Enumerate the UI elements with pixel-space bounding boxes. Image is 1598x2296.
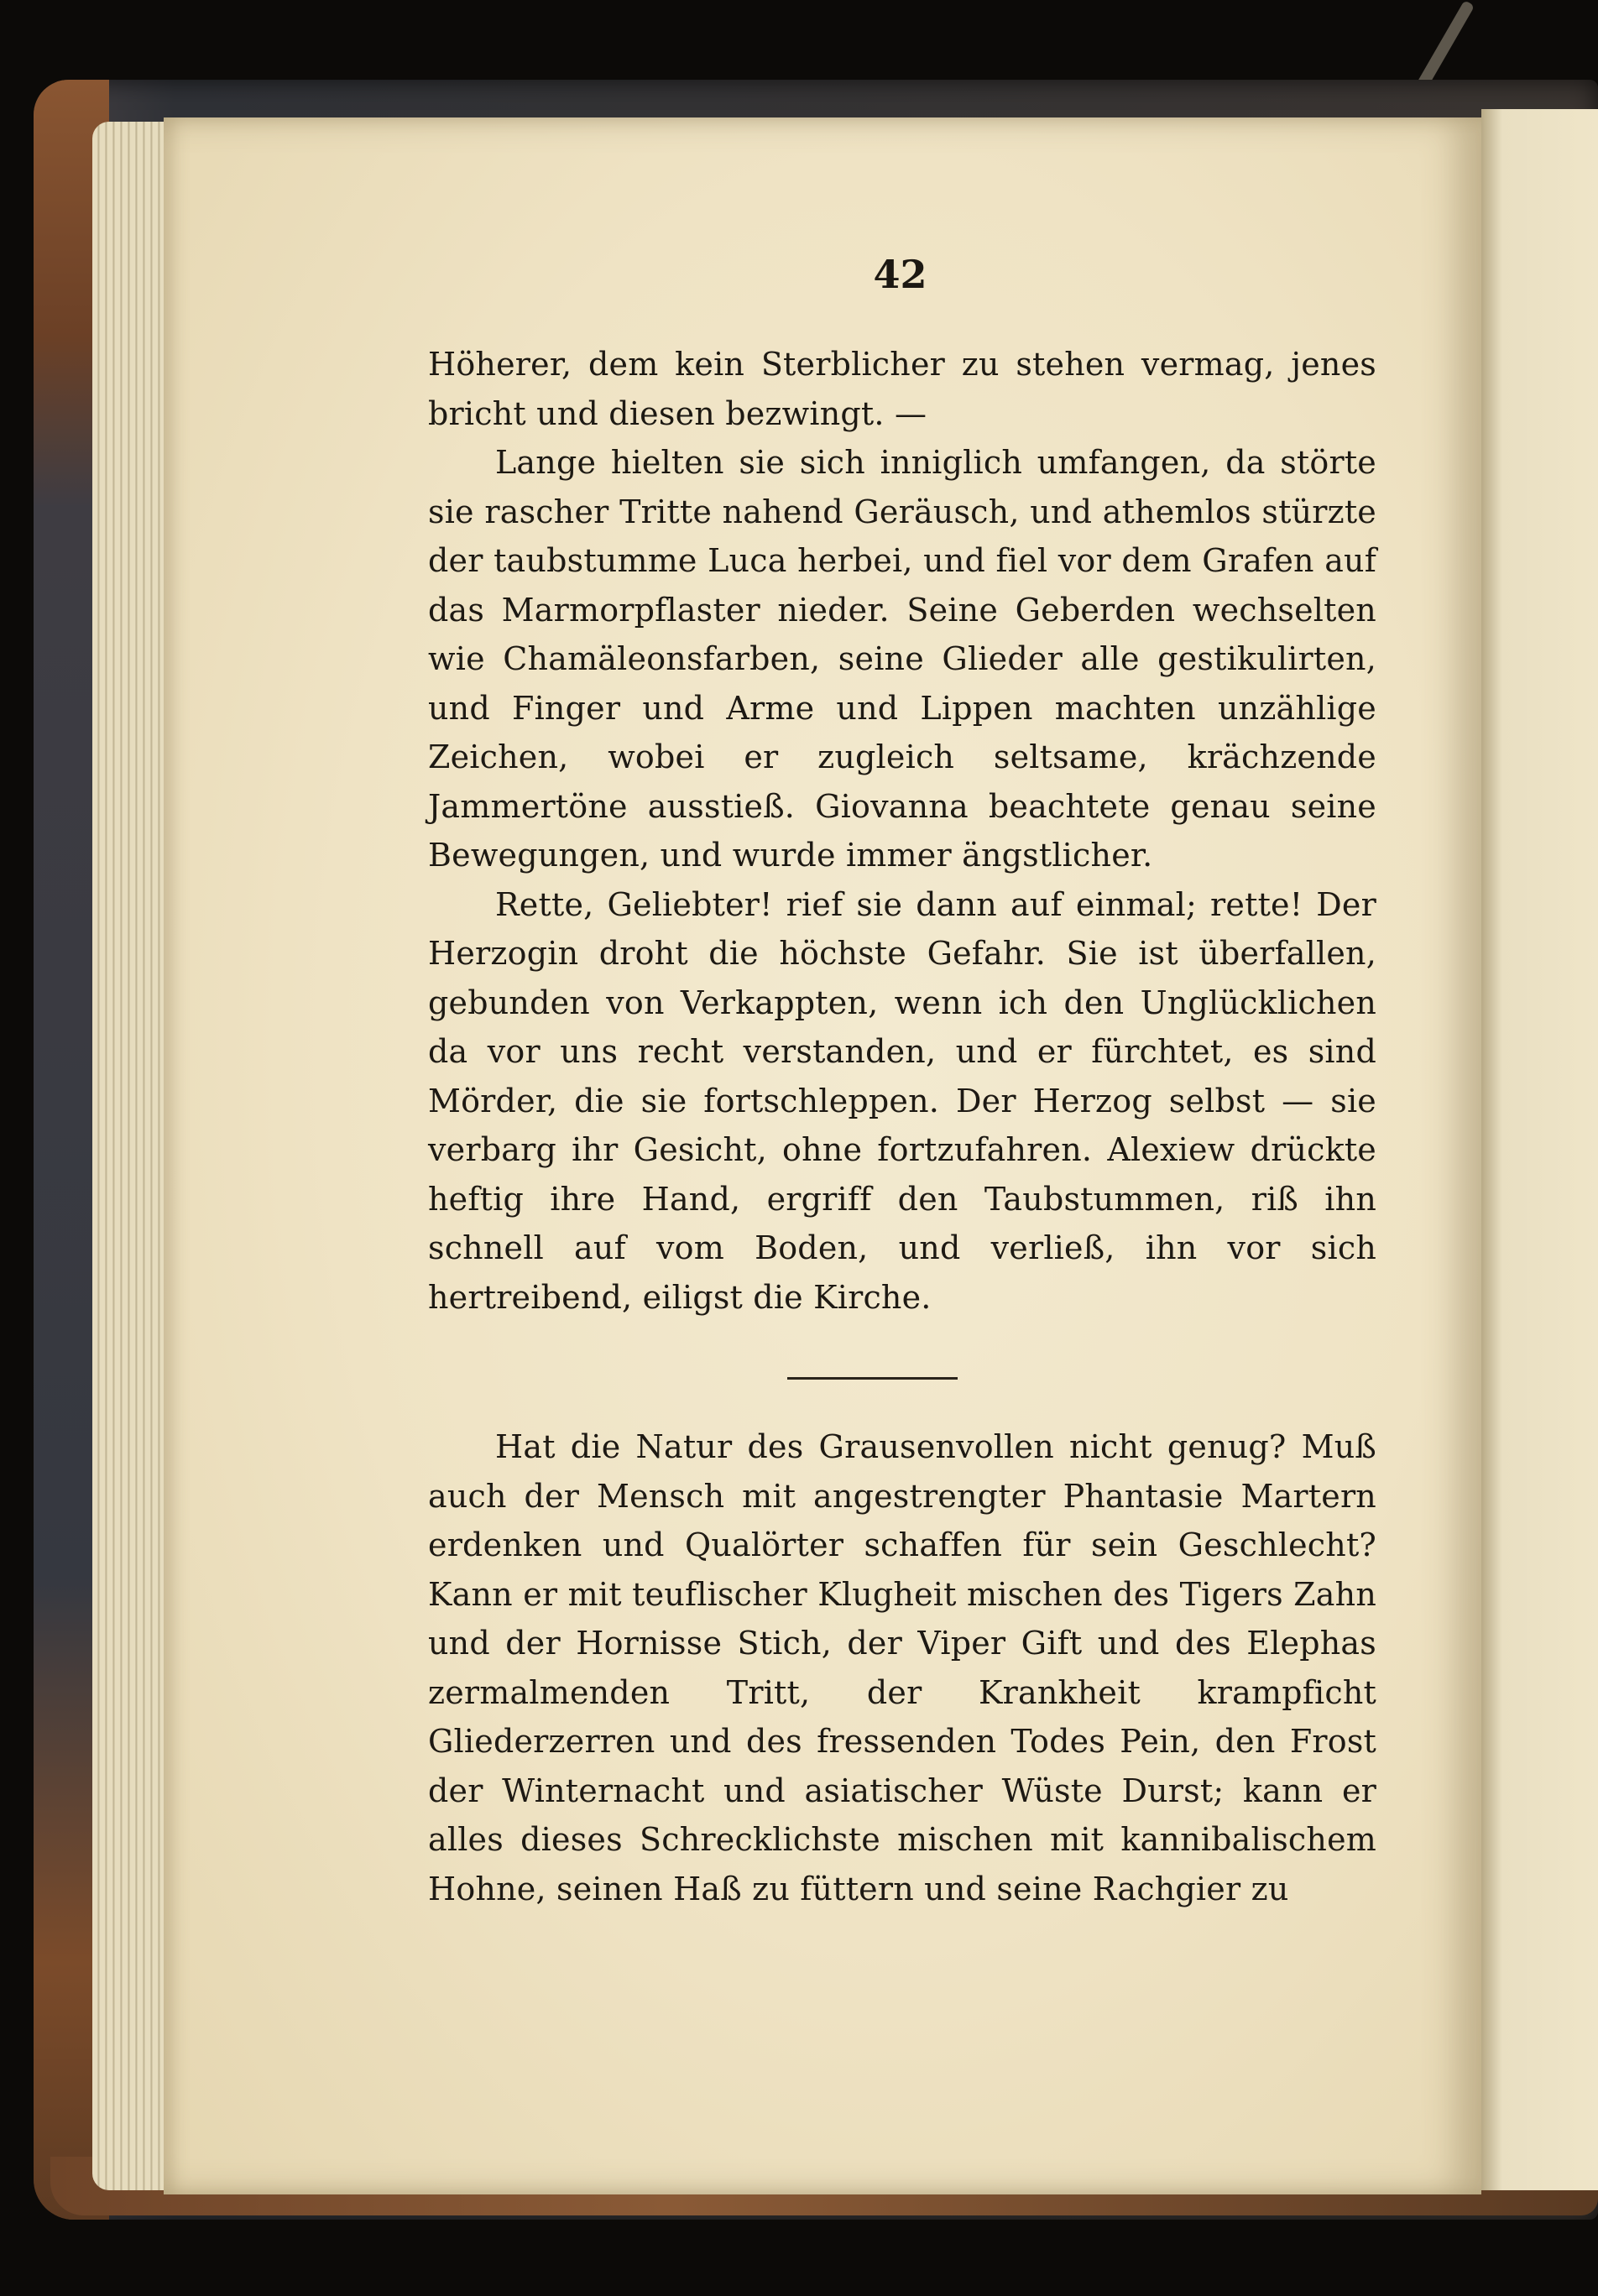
paragraph: Höherer, dem kein Sterblicher zu stehen vermag, jenes bricht und diesen bezwingt. — [428,346,1376,432]
paragraph: Rette, Geliebter! rief sie dann auf einmal; rette! Der Herzogin droht die höchste Gefahr. Sie ist überfallen, gebunden von Verkappten, wenn ich den Unglücklichen da vor uns recht verstanden, und er fürchtet, es sind Mörder, die sie fortschleppen. Der Herzog selbst — sie verbarg ihr Gesicht, ohne fortzufahren. Alexiew drückte heftig ihre Hand, ergriff den Taubstummen, riß ihn schnell auf vom Boden, und verließ, ihn vor sich hertreibend, eiligst die Kirche. [428,885,1376,1316]
paragraph: Lange hielten sie sich inniglich umfangen, da störte sie rascher Tritte nahend Geräusch, und athemlos stürzte der taubstumme Luca herbei, und fiel vor dem Grafen auf das Marmorpflaster nieder. Seine Geberden wechselten wie Chamäleonsfarben, seine Glieder alle gestikulirten, und Finger und Arme und Lippen machten unzählige Zeichen, wobei er zugleich seltsame, krächzende Jammertöne ausstieß. Giovanna beachtete genau seine Bewegungen, und wurde immer ängstlicher. [428,444,1376,874]
text-section-2 [428,1422,1376,1913]
page-number: 42 [873,252,927,297]
text-section-1 [428,340,1376,1322]
section-divider [787,1377,958,1380]
paragraph: Hat die Natur des Grausenvollen nicht genug? Muß auch der Mensch mit angestrengter Phantasie Martern erdenken und Qualörter schaffen für sein Geschlecht? Kann er mit teuflischer Klugheit mischen des Tigers Zahn und der Hornisse Stich, der Viper Gift und des Elephas zermalmenden Tritt, der Krankheit krampficht Gliederzerren und des fressenden Todes Pein, den Frost der Winternacht und asiatischer Wüste Durst; kann er alles dieses Schrecklichste mischen mit kannibalischem Hohne, seinen Haß zu füttern und seine Rachgier zu [428,1428,1376,1907]
facing-page-edge [1481,109,1598,2190]
